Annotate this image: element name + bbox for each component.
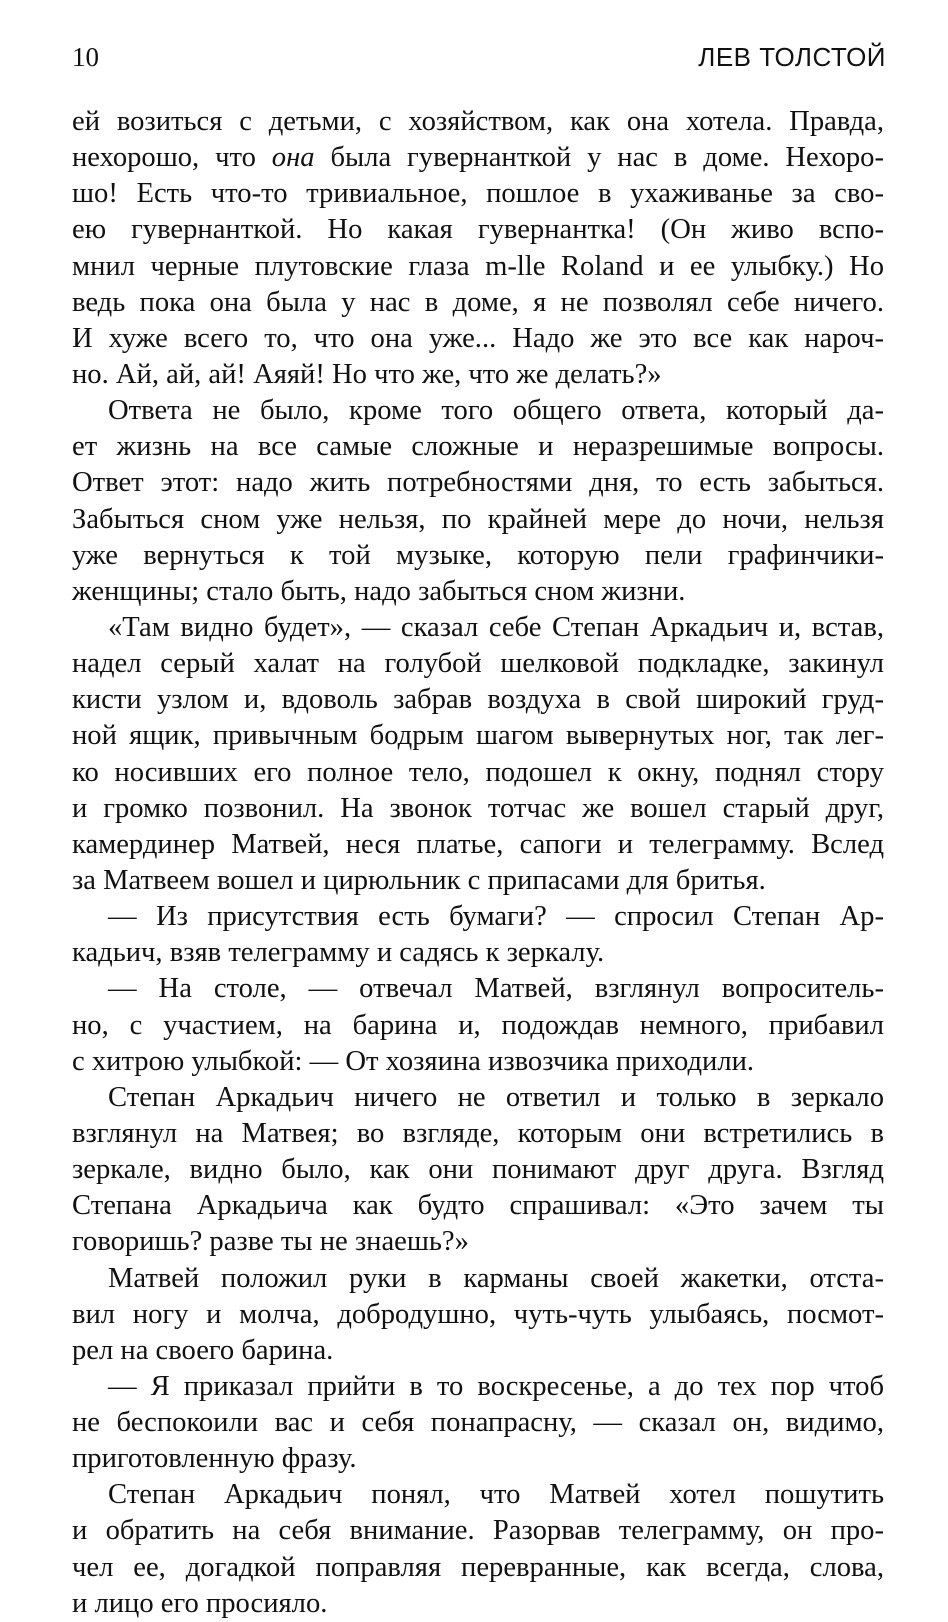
text-line: ной ящик, привычным бодрым шагом вывернутых ног, так лег- bbox=[72, 720, 884, 752]
text-line: и обратить на себя внимание. Разорвав телеграмму, он про- bbox=[72, 1515, 884, 1547]
text-line: ею гувернанткой. Но какая гувернантка! (Он живо вспо- bbox=[72, 214, 884, 246]
text-line: ет жизнь на все самые сложные и неразрешимые вопросы. bbox=[72, 431, 884, 463]
text-line: ей возиться с детьми, с хозяйством, как она хотела. Правда, bbox=[72, 106, 884, 137]
text-line: — Из присутствия есть бумаги? — спросил Степан Ар- bbox=[108, 901, 884, 933]
text-line: и громко позвонил. На звонок тотчас же вошел старый друг, bbox=[72, 792, 884, 824]
text-line bbox=[72, 140, 884, 176]
italic-word: она bbox=[271, 142, 315, 174]
text-line: надел серый халат на голубой шелковой подкладке, закинул bbox=[72, 648, 884, 680]
text-line: шо! Есть что-то тривиальное, пошлое в ухаживанье за сво- bbox=[72, 178, 884, 210]
text-line: вил ногу и молча, добродушно, чуть-чуть улыбаясь, посмот- bbox=[72, 1298, 884, 1330]
text-line: — На столе, — отвечал Матвей, взглянул вопроситель- bbox=[108, 973, 884, 1005]
text-line: Ответ этот: надо жить потребностями дня, то есть забыться. bbox=[72, 467, 884, 499]
page-number: 10 bbox=[72, 42, 99, 72]
text-line: Степан Аркадьич ничего не ответил и только в зеркало bbox=[108, 1081, 884, 1113]
text-line: «Там видно будет», — сказал себе Степан Аркадьич и, встав, bbox=[108, 611, 884, 643]
text-line: Матвей положил руки в карманы своей жакетки, отста- bbox=[108, 1262, 884, 1294]
text-line: — Я приказал прийти в то воскресенье, а до тех пор чтоб bbox=[108, 1370, 884, 1402]
text-line: кадьич, взяв телеграмму и садясь к зеркалу. bbox=[72, 937, 605, 969]
text-line: приготовленную фразу. bbox=[72, 1443, 357, 1475]
text-line: И хуже всего то, что она уже... Надо же это все как нароч- bbox=[72, 322, 884, 354]
text-line: зеркале, видно было, как они понимают друг друга. Взгляд bbox=[72, 1154, 884, 1186]
text-line: Степана Аркадьича как будто спрашивал: «Это зачем ты bbox=[72, 1190, 884, 1222]
text-line: Степан Аркадьич понял, что Матвей хотел пошутить bbox=[108, 1479, 884, 1511]
text-line: кисти узлом и, вдоволь забрав воздуха в свой широкий груд- bbox=[72, 684, 884, 716]
text-line: женщины; стало быть, надо забыться сном жизни. bbox=[72, 575, 686, 607]
text-line: говоришь? разве ты не знаешь?» bbox=[72, 1226, 469, 1258]
text-line: мнил черные плутовские глаза m-lle Roland и ее улыбку.) Но bbox=[72, 250, 884, 282]
text-line: чел ее, догадкой поправляя перевранные, как всегда, слова, bbox=[72, 1551, 884, 1583]
text-line: уже вернуться к той музыке, которую пели графинчики- bbox=[72, 539, 884, 571]
text-line: Ответа не было, кроме того общего ответа, который да- bbox=[108, 395, 884, 427]
text-line: камердинер Матвей, неся платье, сапоги и телеграмму. Вслед bbox=[72, 828, 884, 860]
line-part: нехорошо, что bbox=[72, 142, 272, 174]
body-text bbox=[72, 104, 884, 1622]
text-line: за Матвеем вошел и цирюльник с припасами для бритья. bbox=[72, 864, 766, 896]
running-head-author: ЛЕВ ТОЛСТОЙ bbox=[698, 42, 886, 72]
text-line: Забыться сном уже нельзя, по крайней мере до ночи, нельзя bbox=[72, 503, 884, 535]
text-line: но. Ай, ай, ай! Аяяй! Но что же, что же делать?» bbox=[72, 358, 662, 390]
text-line: рел на своего барина. bbox=[72, 1334, 334, 1366]
text-line: не беспокоили вас и себя понапрасну, — сказал он, видимо, bbox=[72, 1407, 884, 1439]
running-head bbox=[72, 42, 886, 82]
text-line: но, с участием, на барина и, подождав немного, прибавил bbox=[72, 1009, 884, 1041]
line-part: была гувернанткой у нас в доме. Нехоро- bbox=[314, 142, 884, 174]
text-line: ко носивших его полное тело, подошел к окну, поднял стору bbox=[72, 756, 884, 788]
text-line: ведь пока она была у нас в доме, я не позволял себе ничего. bbox=[72, 286, 884, 318]
text-line: с хитрою улыбкой: — От хозяина извозчика приходили. bbox=[72, 1045, 755, 1077]
text-line: и лицо его просияло. bbox=[72, 1587, 328, 1619]
text-line: взглянул на Матвея; во взгляде, которым они встретились в bbox=[72, 1117, 884, 1149]
